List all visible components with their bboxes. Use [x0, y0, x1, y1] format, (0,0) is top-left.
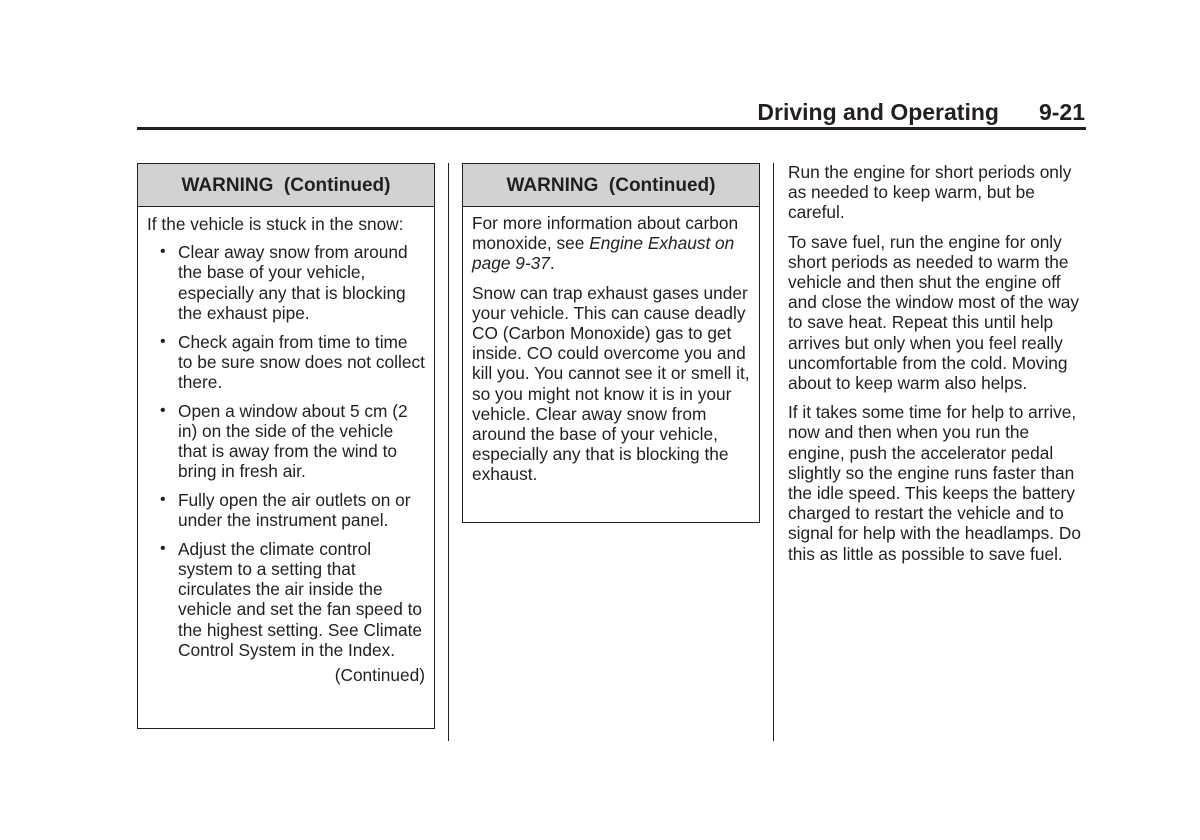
- warning-heading: WARNING (Continued): [463, 164, 759, 207]
- body-paragraph: To save fuel, run the engine for only short periods as needed to warm the vehicle and then shut the engine off and close the window most of the way to save heat. Repeat this until help arrives but only when you feel really uncomfortable from the cold. Moving about to keep warm also helps.: [788, 231, 1080, 394]
- warning-box-left: [137, 163, 435, 729]
- bullet-list: [147, 242, 425, 660]
- list-item: • Check again from time to time to be sure snow does not collect there.: [147, 332, 425, 393]
- paragraph-text: For more information about carbon monoxide, see: [472, 213, 739, 254]
- warning-heading: WARNING (Continued): [138, 164, 434, 207]
- warning-intro: If the vehicle is stuck in the snow:: [147, 214, 404, 234]
- body-text-column: [788, 162, 1088, 573]
- warning-body: [463, 207, 759, 491]
- cross-reference-link[interactable]: Engine Exhaust on page 9-37: [472, 233, 735, 274]
- body-paragraph: Run the engine for short periods only as needed to keep warm, but be careful.: [788, 162, 1072, 223]
- warning-paragraph: Snow can trap exhaust gases under your vehicle. This can cause deadly CO (Carbon Monoxide) gas to get inside. CO could overcome you and kill you. You cannot see it or smell it, so you might not know it is in your vehicle. Clear away snow from around the base of your vehicle, especially any that is blocking the exhaust.: [472, 282, 750, 485]
- column-divider-left: [448, 163, 449, 741]
- list-item: • Adjust the climate control system to a setting that circulates the air inside the vehicle and set the fan speed to the highest setting. See Climate Control System in the Index.: [147, 539, 425, 660]
- warning-body: [138, 207, 434, 691]
- section-title: Driving and Operating: [757, 99, 999, 125]
- column-divider-right: [773, 163, 774, 741]
- list-item: • Open a window about 5 cm (2 in) on the side of the vehicle that is away from the wind to bring in fresh air.: [147, 401, 425, 482]
- page-header: [757, 99, 1085, 126]
- header-rule: [137, 127, 1086, 130]
- warning-box-middle: [462, 163, 760, 523]
- list-item: • Clear away snow from around the base of your vehicle, especially any that is blocking the exhaust pipe.: [147, 242, 425, 323]
- body-paragraph: If it takes some time for help to arrive, now and then when you run the engine, push the accelerator pedal slightly so the engine runs faster than the idle speed. This keeps the battery charged to restart the vehicle and to signal for help with the headlamps. Do this as little as possible to save fuel.: [788, 402, 1081, 564]
- list-item: • Fully open the air outlets on or under the instrument panel.: [147, 490, 425, 530]
- warning-paragraph: [472, 213, 750, 274]
- page-number: 9-21: [1038, 99, 1085, 125]
- paragraph-text: .: [549, 253, 555, 274]
- continued-note: (Continued): [334, 664, 425, 685]
